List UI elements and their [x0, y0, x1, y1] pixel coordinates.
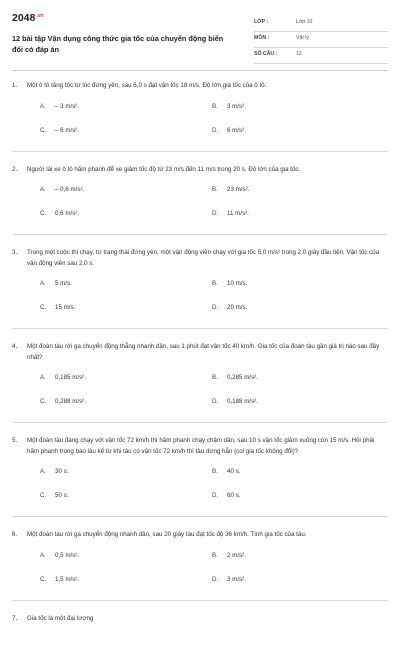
question-number: 1.	[12, 82, 18, 89]
question-number: 2.	[12, 165, 18, 173]
answer-option[interactable]	[40, 209, 79, 218]
option-text: 40 s.	[227, 468, 241, 475]
answer-option[interactable]	[212, 279, 247, 288]
answer-options	[27, 279, 388, 317]
answer-option[interactable]	[212, 209, 249, 218]
answer-option[interactable]	[40, 126, 79, 135]
question-number: 4.	[12, 343, 18, 350]
option-text: 1,5 m/s².	[55, 575, 80, 583]
option-letter: C.	[40, 492, 47, 499]
option-letter: D.	[212, 575, 219, 583]
meta-value: 12	[296, 51, 302, 57]
answer-option[interactable]	[40, 467, 68, 476]
option-text: 11 m/s².	[227, 210, 249, 217]
option-letter: B.	[212, 280, 218, 287]
option-text: 23 m/s².	[227, 186, 250, 193]
option-letter: D.	[212, 492, 219, 499]
answer-option[interactable]	[40, 397, 86, 406]
option-letter: D.	[212, 126, 219, 134]
option-letter: C.	[40, 398, 47, 405]
option-text: 15 m/s.	[55, 304, 76, 311]
answer-option[interactable]	[212, 102, 246, 111]
question-text: Người lái xe ô tô hãm phanh để xe giảm tốc độ từ 23 m/s đến 11 m/s trong 20 s. Độ lớn của gia tốc.	[27, 165, 301, 173]
option-letter: B.	[212, 186, 218, 193]
option-text: 0,285 m/s².	[227, 374, 258, 381]
option-letter: B.	[212, 468, 218, 475]
answer-option[interactable]	[212, 185, 249, 194]
question-item	[12, 436, 388, 517]
answer-option[interactable]	[40, 551, 79, 560]
answer-options	[27, 373, 388, 411]
question-number: 6.	[12, 531, 18, 538]
question-stem	[12, 165, 388, 176]
option-letter: B.	[212, 374, 218, 381]
option-text: 2 m/s².	[227, 551, 246, 559]
meta-label: SỐ CÂU :	[254, 51, 278, 57]
question-stem	[12, 436, 388, 457]
option-text: 50 s.	[55, 492, 69, 499]
option-letter: B.	[212, 551, 218, 559]
answer-options	[27, 102, 388, 140]
meta-value: Lớp 10	[296, 19, 313, 25]
answer-option[interactable]	[40, 185, 84, 194]
answer-option[interactable]	[40, 303, 75, 312]
answer-option[interactable]	[212, 467, 240, 476]
question-item	[12, 81, 388, 152]
option-text: 3 m/s².	[227, 575, 246, 583]
meta-label: MÔN :	[254, 35, 270, 41]
answer-option[interactable]	[212, 551, 246, 560]
question-text: Một đoàn tàu đang chạy với vận tốc 72 km/h thì hãm phanh chạy chậm dần, sau 10 s vận tốc giảm xuống còn 15 m/s. Hỏi phải hãm phanh trong bao lâu kể từ khi tàu có vận tốc 72 km/h thì tàu dừng hẳn (coi gia tốc không đổi)?	[27, 437, 375, 455]
meta-label: LỚP :	[254, 19, 269, 25]
answer-option[interactable]	[212, 126, 246, 135]
option-text: 0,5 m/s².	[55, 551, 80, 559]
meta-row-class	[254, 16, 388, 32]
logo-suffix: .vn	[36, 12, 44, 19]
answer-option[interactable]	[212, 397, 258, 406]
answer-option[interactable]	[212, 303, 247, 312]
option-letter: A.	[40, 186, 46, 193]
option-letter: C.	[40, 304, 47, 311]
question-item	[12, 248, 388, 329]
question-text: Một đoàn tàu rời ga chuyển động nhanh dần, sau 20 giây tàu đạt tốc độ 36 km/h. Tính gia tốc của tàu.	[27, 531, 307, 538]
meta-row-subject	[254, 32, 388, 48]
header-divider	[12, 70, 388, 71]
site-logo[interactable]	[12, 12, 44, 24]
option-text: 20 m/s.	[227, 304, 248, 311]
option-text: 0,188 m/s².	[227, 398, 258, 405]
logo-text: 2048	[12, 12, 36, 24]
question-text: Một đoàn tàu rời ga chuyển động thẳng nhanh dần, sau 1 phút đạt vận tốc 40 km/h. Gia tốc của đoàn tàu gần giá trị nào sau đây nhất?	[27, 343, 380, 361]
option-text: 10 m/s.	[227, 280, 248, 287]
option-letter: D.	[212, 210, 219, 217]
document-title: 12 bài tập Vận dụng công thức gia tốc của chuyển động biến đổi có đáp án	[12, 34, 224, 54]
answer-option[interactable]	[40, 102, 79, 111]
document-header	[12, 12, 388, 64]
question-text: Trong một cuộc thi chạy, từ trạng thái đứng yên, một vận động viên chạy với gia tốc 5,0 m/s² trong 2,0 giây đầu tiên. Vận tốc của vận động viên sau 2,0 s.	[27, 249, 380, 267]
option-letter: A.	[40, 102, 46, 110]
question-list	[12, 81, 388, 648]
option-text: 3 m/s².	[227, 102, 246, 110]
question-stem	[12, 614, 388, 625]
option-letter: C.	[40, 126, 47, 134]
option-text: – 3 m/s².	[55, 102, 80, 110]
answer-option[interactable]	[212, 373, 258, 382]
option-letter: B.	[212, 102, 218, 110]
question-number: 3.	[12, 249, 18, 256]
answer-option[interactable]	[40, 491, 68, 500]
option-letter: D.	[212, 304, 219, 311]
question-item	[12, 342, 388, 423]
question-stem	[12, 530, 388, 541]
meta-value: Vật lý	[296, 35, 309, 41]
option-letter: A.	[40, 468, 46, 475]
option-text: – 0,6 m/s².	[55, 186, 85, 193]
option-letter: A.	[40, 551, 46, 559]
answer-option[interactable]	[212, 575, 246, 584]
meta-row-count	[254, 48, 388, 64]
question-item	[12, 614, 388, 636]
question-number: 5.	[12, 437, 18, 444]
option-text: 0,288 m/s².	[55, 398, 86, 405]
option-letter: A.	[40, 374, 46, 381]
answer-option[interactable]	[40, 373, 86, 382]
document-meta	[254, 16, 388, 64]
question-item	[12, 530, 388, 601]
question-text: Gia tốc là một đại lượng	[27, 614, 94, 622]
option-letter: D.	[212, 398, 219, 405]
answer-options	[27, 467, 388, 505]
question-text: Một ô tô tăng tốc từ lúc đứng yên, sau 6,0 s đạt vận tốc 18 m/s. Độ lớn gia tốc của ô tô.	[27, 82, 267, 89]
option-text: – 6 m/s².	[55, 126, 80, 134]
answer-option[interactable]	[40, 575, 79, 584]
question-stem	[12, 81, 388, 92]
option-text: 0,185 m/s².	[55, 374, 86, 381]
question-stem	[12, 248, 388, 269]
option-letter: A.	[40, 280, 46, 287]
option-text: 60 s.	[227, 492, 241, 499]
option-text: 30 s.	[55, 468, 69, 475]
answer-options	[27, 185, 388, 223]
question-number: 7.	[12, 614, 18, 622]
question-stem	[12, 342, 388, 363]
option-text: 0,6 m/s².	[55, 210, 80, 217]
option-text: 6 m/s².	[227, 126, 246, 134]
option-letter: C.	[40, 575, 47, 583]
answer-option[interactable]	[212, 491, 240, 500]
option-letter: C.	[40, 210, 47, 217]
answer-option[interactable]	[40, 279, 72, 288]
option-text: 5 m/s.	[55, 280, 72, 287]
answer-options	[27, 551, 388, 589]
question-item	[12, 165, 388, 236]
